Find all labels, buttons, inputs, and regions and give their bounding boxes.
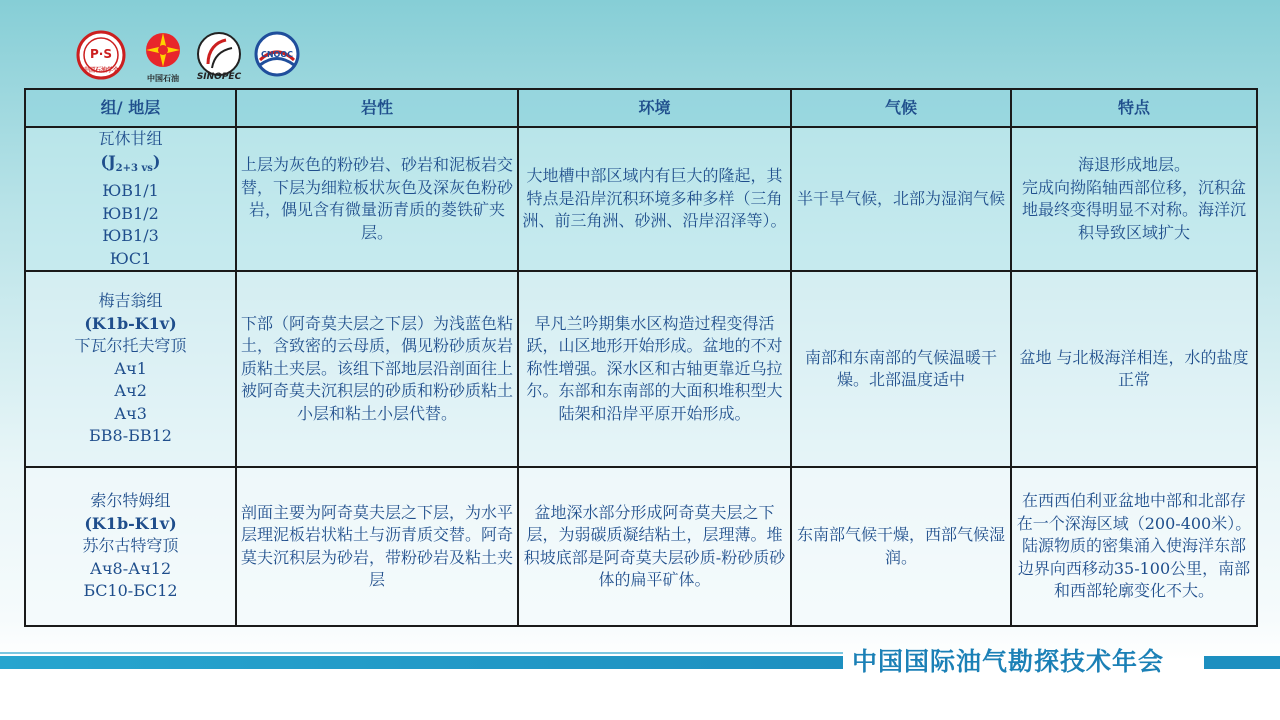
group-cell [25,467,236,626]
cnpc-logo-caption: 中国石油 [147,74,179,83]
layer-label: Ач8-Ач12 [89,558,172,578]
footer-bar-left [0,656,843,669]
environment-cell: 大地槽中部区域内有巨大的隆起，其特点是沿岸沉积环境多种多样（三角洲、前三角洲、砂洲、沿岸沼泽等）。 [518,127,791,271]
group-code-end: ) [152,151,161,171]
footer-bar-right [1204,656,1280,669]
lithology-cell: 上层为灰色的粉砂岩、砂岩和泥板岩交替，下层为细粒板状灰色及深灰色粉砂岩，偶见含有微量沥青质的菱铁矿夹层。 [236,127,518,271]
features-cell: 在西西伯利亚盆地中部和北部存在一个深海区域（200-400米）。陆源物质的密集涌入使海洋东部边界向西移动35-100公里，南部和西部轮廓变化不大。 [1011,467,1257,626]
table-row [25,271,1257,467]
table-row [25,127,1257,271]
conference-title: 中国国际油气勘探技术年会 [852,647,1165,676]
cnpc-logo [138,30,188,83]
sinopec-logo [194,30,244,80]
header-climate: 气候 [791,89,1011,127]
strata-table [24,88,1258,627]
group-code [29,151,232,181]
layer-label: БВ8-БВ12 [89,426,172,446]
group-code-base: (J [100,151,116,171]
lithology-cell: 下部（阿奇莫夫层之下层）为浅蓝色粘土，含致密的云母质，偶见粉砂质灰岩质粘土夹层。该组下部地层沿剖面往上被阿奇莫夫沉积层的砂质和粉砂质粘土小层和粘土小层代替。 [236,271,518,467]
layer-label: 苏尔古特穹顶 [82,536,179,556]
group-code: (K1b-K1v) [84,313,177,333]
layer-label: 下瓦尔托夫穹顶 [74,336,187,356]
table-header-row [25,89,1257,127]
layer-label: ЮВ1/3 [102,226,159,246]
layer-label: Ач3 [114,403,147,423]
environment-cell: 早凡兰吟期集水区构造过程变得活跃，山区地形开始形成。盆地的不对称性增强。深水区和古轴更靠近乌拉尔。东部和东南部的大面积堆积型大陆架和沿岸平原开始形成。 [518,271,791,467]
header-environment: 环境 [518,89,791,127]
ps-logo-caption: 中国石油学会 [82,67,119,74]
layer-label: ЮВ1/2 [102,203,159,223]
header-group: 组/ 地层 [25,89,236,127]
group-name: 瓦休甘组 [98,129,163,148]
environment-cell: 盆地深水部分形成阿奇莫夫层之下层，为弱碳质凝结粘土，层理薄。堆积坡底部是阿奇莫夫层砂质-粉砂质砂体的扁平矿体。 [518,467,791,626]
ps-society-logo [76,30,126,80]
group-cell [25,271,236,467]
cnooc-logo [252,30,302,80]
climate-cell: 半干旱气候，北部为湿润气候 [791,127,1011,271]
svg-text:CNOOC: CNOOC [260,50,294,59]
layer-label: ЮВ1/1 [102,181,159,201]
group-cell [25,127,236,271]
group-code: (K1b-K1v) [84,513,177,533]
header-features: 特点 [1011,89,1257,127]
header-lithology: 岩性 [236,89,518,127]
svg-text:P·S: P·S [90,47,112,61]
table-row [25,467,1257,626]
features-cell: 海退形成地层。 完成向拗陷轴西部位移，沉积盆地最终变得明显不对称。海洋沉积导致区域扩大 [1011,127,1257,271]
features-cell: 盆地 与北极海洋相连，水的盐度正常 [1011,271,1257,467]
logo-strip [76,30,316,84]
layer-label: БС10-БС12 [83,581,178,601]
group-name: 索尔特姆组 [90,491,171,511]
layer-label: Ач2 [114,381,147,401]
sinopec-logo-caption: SINOPEC [196,72,242,82]
group-name: 梅吉翁组 [98,291,163,311]
layer-label: ЮС1 [109,248,152,268]
layer-label: Ач1 [114,358,147,378]
climate-cell: 南部和东南部的气候温暖干燥。北部温度适中 [791,271,1011,467]
climate-cell: 东南部气候干燥，西部气候湿润。 [791,467,1011,626]
lithology-cell: 剖面主要为阿奇莫夫层之下层，为水平层理泥板岩状粘土与沥青质交替。阿奇莫夫沉积层为砂岩，带粉砂岩及粘土夹层 [236,467,518,626]
group-code-subscript: 2+3 vs [115,162,153,174]
